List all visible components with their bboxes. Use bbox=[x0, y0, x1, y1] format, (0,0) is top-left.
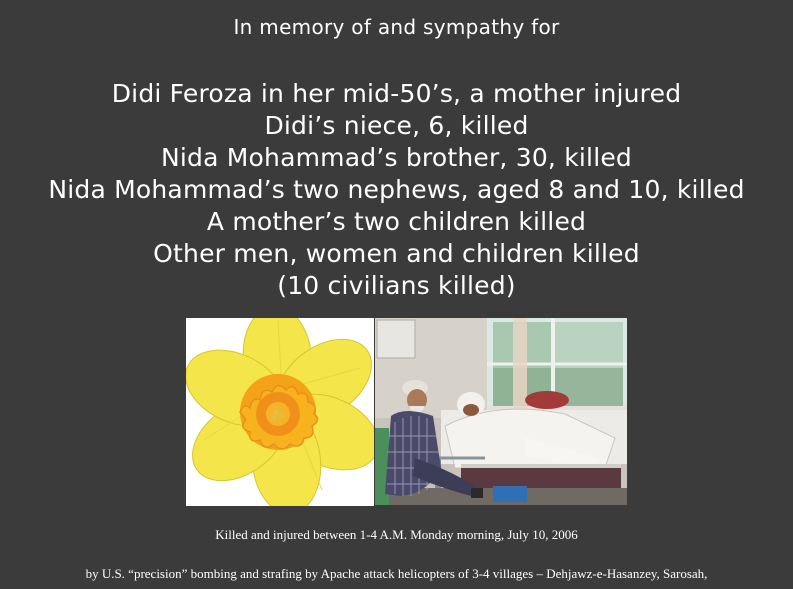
victim-line: A mother’s two children killed bbox=[206, 207, 587, 236]
victim-line: Didi’s niece, 6, killed bbox=[264, 111, 529, 140]
victim-line: Didi Feroza in her mid-50’s, a mother injured bbox=[111, 79, 682, 108]
daffodil-flower-image bbox=[186, 318, 374, 506]
dedication-heading: In memory of and sympathy for bbox=[233, 15, 560, 39]
victim-total: (10 civilians killed) bbox=[277, 271, 516, 300]
victim-line: Nida Mohammad’s two nephews, aged 8 and 10, killed bbox=[48, 175, 745, 204]
victim-line: Nida Mohammad’s brother, 30, killed bbox=[161, 143, 632, 172]
hospital-bed-photo-icon bbox=[375, 318, 627, 505]
event-details: by U.S. “precision” bombing and strafing by Apache attack helicopters of 3-4 villages – Dehjawz-e-Hasanzey, Sarosah, bbox=[85, 566, 708, 581]
daffodil-flower-icon bbox=[186, 318, 374, 506]
victims-list bbox=[0, 78, 793, 302]
event-caption: Killed and injured between 1-4 A.M. Monday morning, July 10, 2006 bbox=[215, 527, 578, 542]
victim-line: Other men, women and children killed bbox=[153, 239, 640, 268]
hospital-bed-photo bbox=[375, 318, 627, 505]
